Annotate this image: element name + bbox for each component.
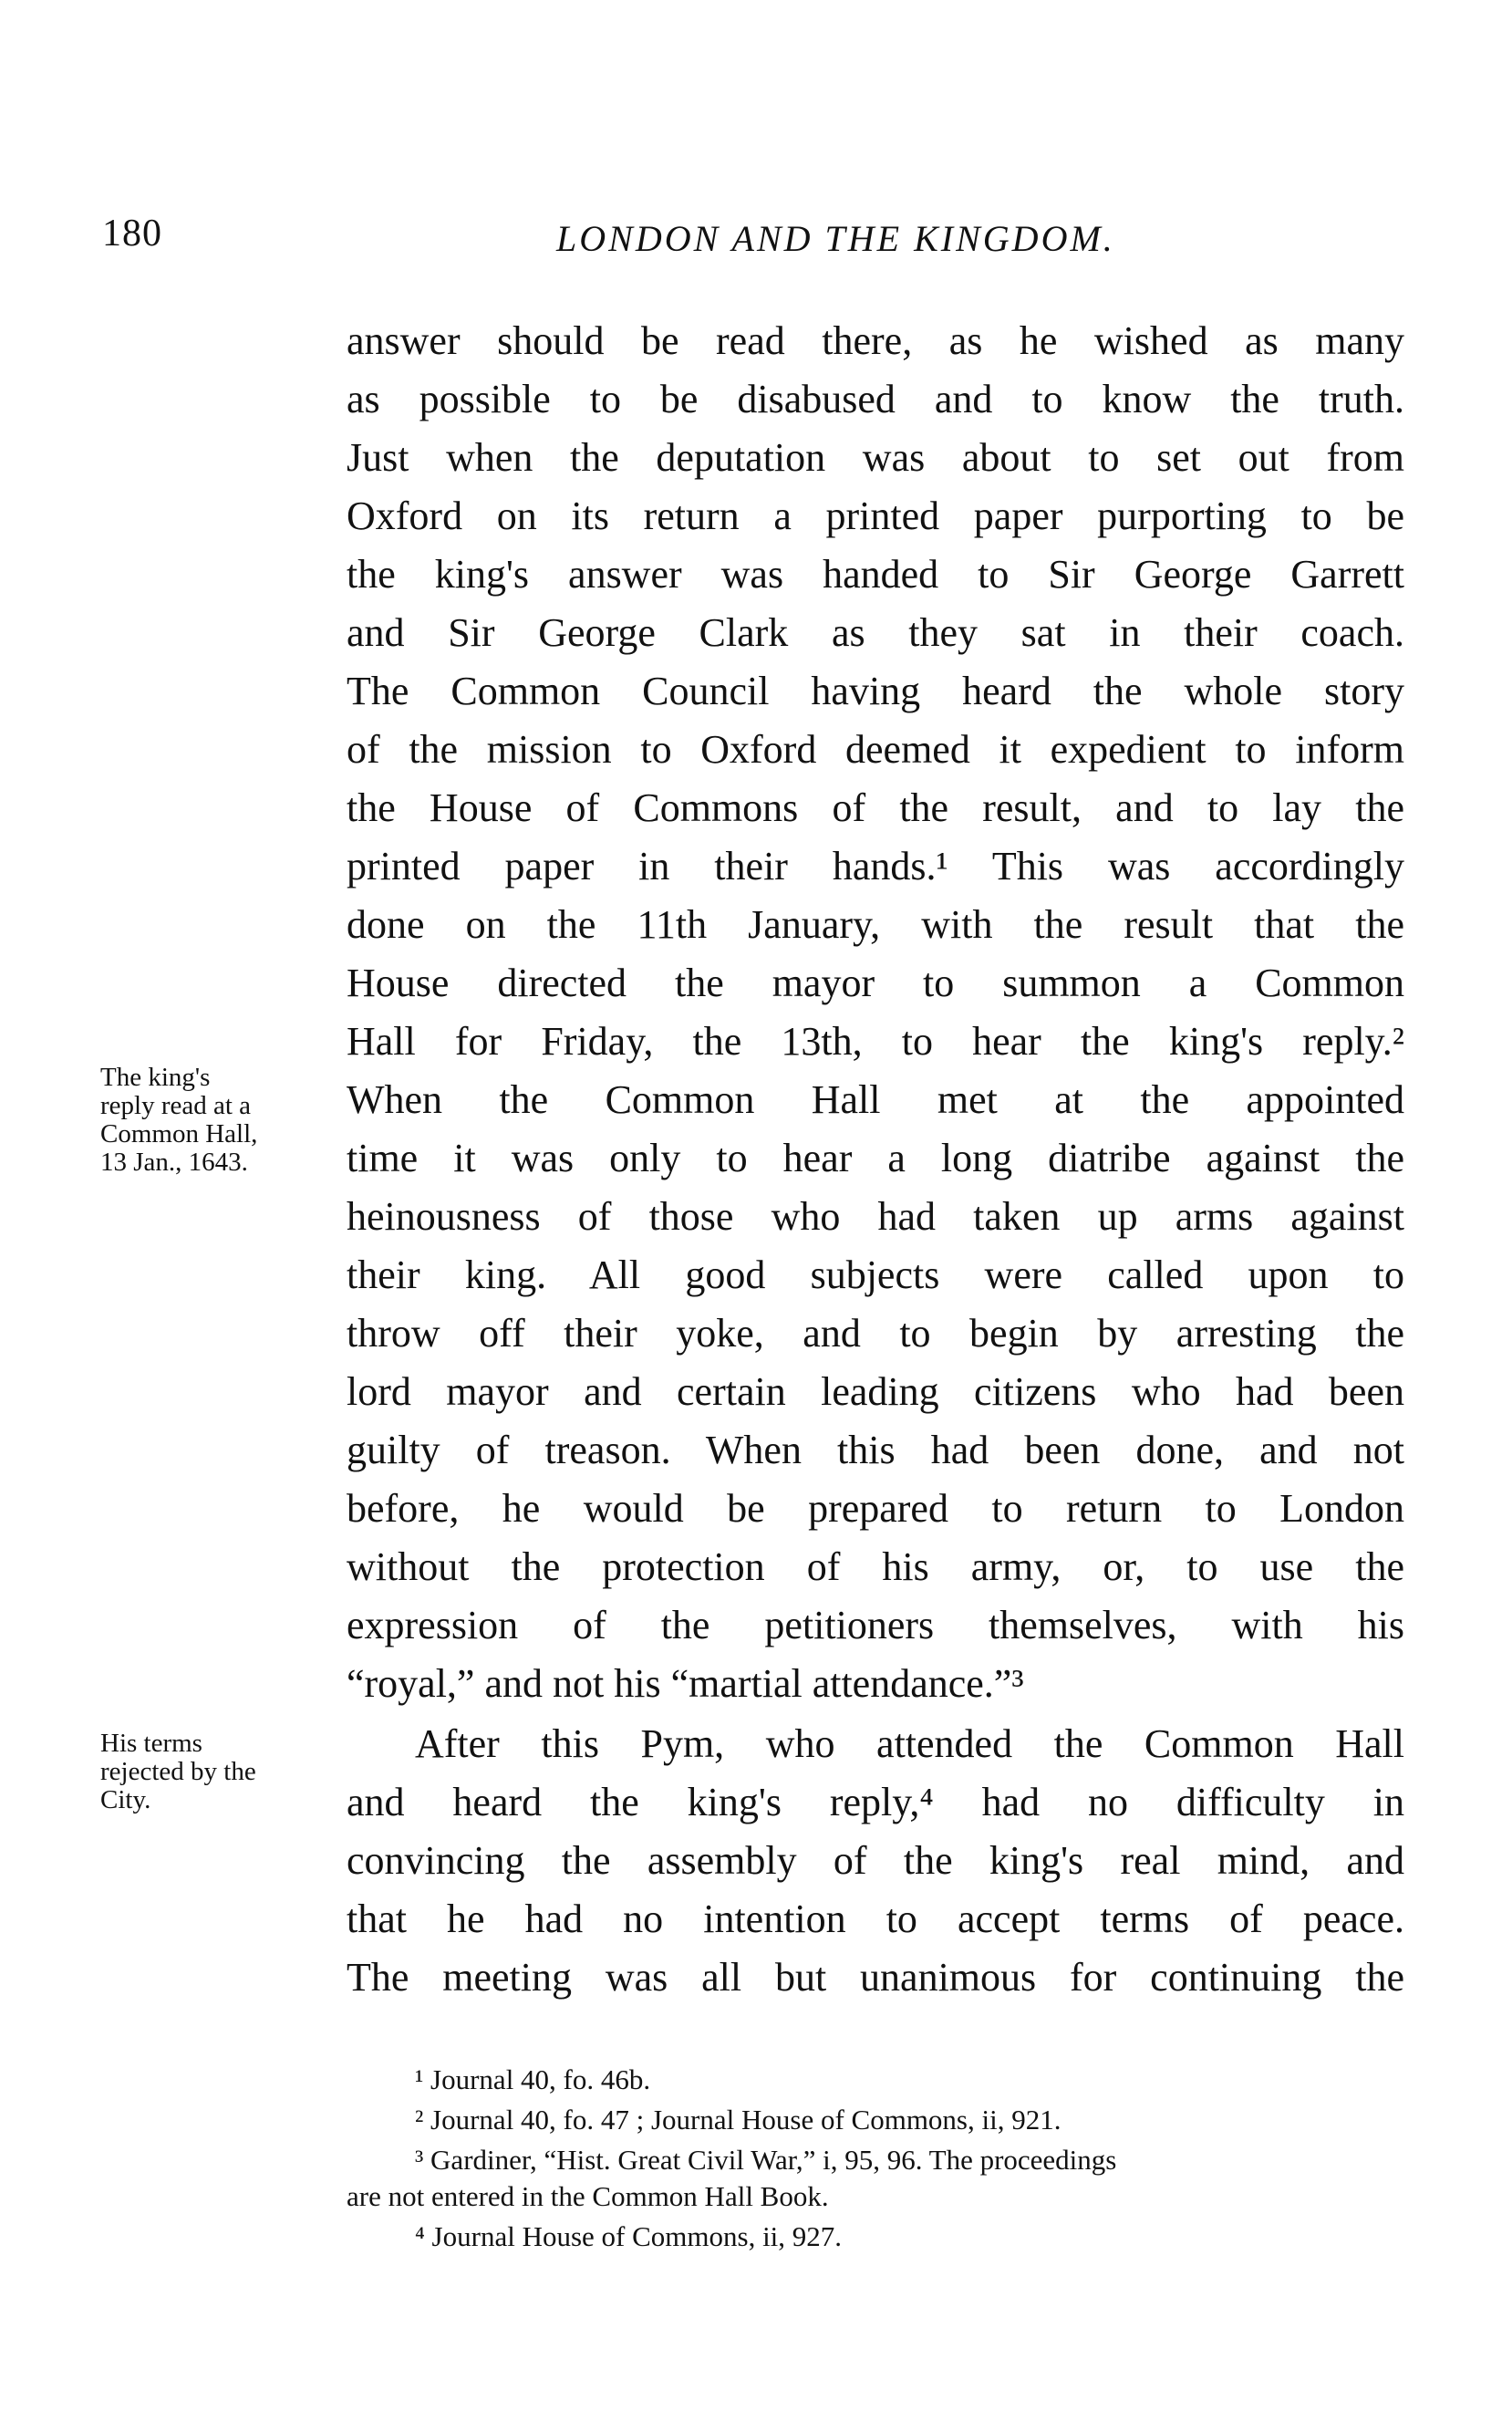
- sidenote-terms-rejected: [100, 1730, 328, 1814]
- body-line: heinousness of those who had taken up arms against: [347, 1194, 1404, 1239]
- body-line: and heard the king's reply,⁴ had no difficulty in: [347, 1780, 1404, 1824]
- sidenote-line: 13 Jan., 1643.: [100, 1148, 248, 1177]
- body-line: lord mayor and certain leading citizens who had been: [347, 1369, 1404, 1414]
- body-line: Hall for Friday, the 13th, to hear the king's reply.²: [347, 1019, 1404, 1064]
- footnote-3-continuation: are not entered in the Common Hall Book.: [347, 2180, 829, 2212]
- sidenote-line: The king's: [100, 1063, 211, 1092]
- footnote-1: ¹ Journal 40, fo. 46b.: [415, 2063, 651, 2095]
- body-line: “royal,” and not his “martial attendance.”³: [347, 1661, 1024, 1706]
- body-line: before, he would be prepared to return to London: [347, 1486, 1404, 1531]
- body-line: and Sir George Clark as they sat in their coach.: [347, 610, 1404, 655]
- body-line: the king's answer was handed to Sir George Garrett: [347, 552, 1404, 597]
- body-line: without the protection of his army, or, to use the: [347, 1544, 1404, 1589]
- sidenote-line: reply read at a: [100, 1091, 252, 1120]
- page-number: 180: [102, 213, 162, 255]
- body-line: Just when the deputation was about to set out from: [347, 435, 1404, 480]
- sidenote-line: His terms: [100, 1729, 202, 1758]
- sidenote-line: City.: [100, 1785, 151, 1814]
- body-line: as possible to be disabused and to know the truth.: [347, 377, 1404, 421]
- footnote-4: ⁴ Journal House of Commons, ii, 927.: [415, 2220, 843, 2252]
- body-line: time it was only to hear a long diatribe against the: [347, 1136, 1404, 1180]
- body-line: answer should be read there, as he wished as many: [347, 318, 1404, 363]
- body-line: their king. All good subjects were called upon to: [347, 1252, 1404, 1297]
- body-line: throw off their yoke, and to begin by arresting the: [347, 1311, 1404, 1356]
- body-line: that he had no intention to accept terms of peace.: [347, 1897, 1404, 1941]
- sidenote-line: rejected by the: [100, 1757, 256, 1786]
- sidenote-line: Common Hall,: [100, 1119, 258, 1148]
- body-line: Oxford on its return a printed paper purporting to be: [347, 494, 1404, 538]
- body-line: the House of Commons of the result, and to lay the: [347, 785, 1404, 830]
- body-line: When the Common Hall met at the appointed: [347, 1077, 1404, 1122]
- footnote-3: ³ Gardiner, “Hist. Great Civil War,” i, 95, 96. The proceedings: [415, 2144, 1117, 2176]
- body-line: House directed the mayor to summon a Common: [347, 961, 1404, 1005]
- body-line: expression of the petitioners themselves, with his: [347, 1603, 1404, 1647]
- sidenote-kings-reply: [100, 1064, 328, 1177]
- body-line: The meeting was all but unanimous for continuing the: [347, 1955, 1404, 2000]
- body-line: done on the 11th January, with the result that the: [347, 902, 1404, 947]
- body-line: of the mission to Oxford deemed it expedient to inform: [347, 727, 1404, 772]
- running-head: LONDON AND THE KINGDOM.: [556, 218, 1115, 259]
- footnote-2: ² Journal 40, fo. 47 ; Journal House of Commons, ii, 921.: [415, 2104, 1062, 2136]
- body-line: guilty of treason. When this had been done, and not: [347, 1428, 1404, 1472]
- body-line: The Common Council having heard the whole story: [347, 669, 1404, 713]
- body-line: printed paper in their hands.¹ This was accordingly: [347, 844, 1404, 889]
- body-line: convincing the assembly of the king's real mind, and: [347, 1838, 1404, 1883]
- body-line-indented: After this Pym, who attended the Common Hall: [415, 1721, 1404, 1766]
